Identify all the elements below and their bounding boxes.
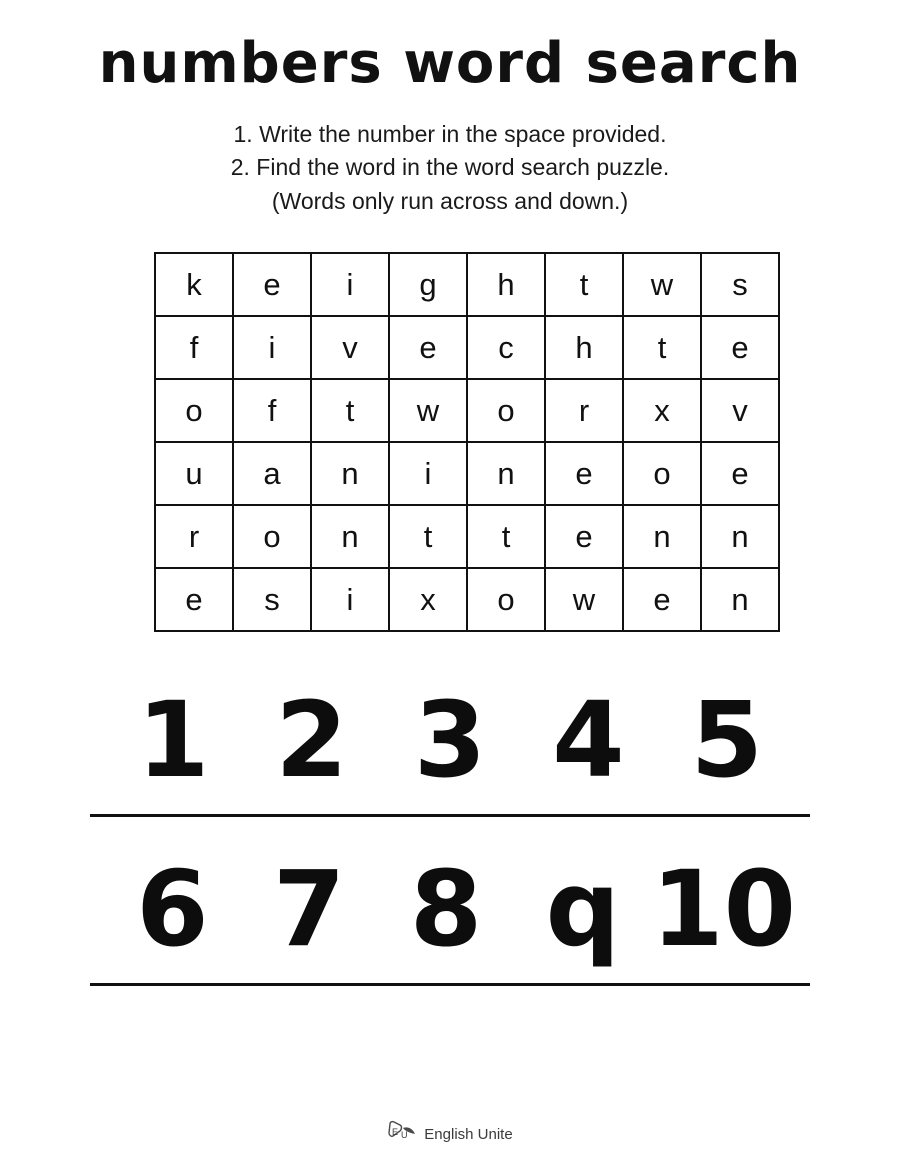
grid-cell[interactable]: e xyxy=(233,253,311,316)
footer-branding xyxy=(0,1120,900,1148)
grid-cell[interactable]: x xyxy=(623,379,701,442)
grid-cell[interactable]: w xyxy=(623,253,701,316)
word-search-grid-container xyxy=(154,252,749,632)
number-label: 5 xyxy=(690,679,764,802)
grid-cell[interactable]: w xyxy=(545,568,623,631)
writing-line[interactable] xyxy=(90,983,810,986)
number-label: 10 xyxy=(651,848,796,971)
instruction-line-3: (Words only run across and down.) xyxy=(271,187,629,214)
svg-text:E: E xyxy=(392,1127,399,1137)
grid-cell[interactable]: o xyxy=(467,379,545,442)
number-label: 8 xyxy=(409,848,483,971)
grid-cell[interactable]: n xyxy=(311,442,389,505)
grid-cell[interactable]: o xyxy=(623,442,701,505)
number-label: 4 xyxy=(552,679,625,802)
grid-cell[interactable]: o xyxy=(155,379,233,442)
grid-cell[interactable]: e xyxy=(545,505,623,568)
grid-cell[interactable]: i xyxy=(311,253,389,316)
number-label: 1 xyxy=(137,679,210,802)
grid-cell[interactable]: x xyxy=(389,568,467,631)
grid-cell[interactable]: i xyxy=(389,442,467,505)
grid-cell[interactable]: v xyxy=(701,379,779,442)
grid-cell[interactable]: n xyxy=(701,568,779,631)
grid-cell[interactable]: w xyxy=(389,379,467,442)
grid-cell[interactable]: e xyxy=(155,568,233,631)
number-row-1 xyxy=(100,679,800,802)
grid-cell[interactable]: c xyxy=(467,316,545,379)
grid-cell[interactable]: t xyxy=(623,316,701,379)
grid-cell[interactable]: s xyxy=(701,253,779,316)
grid-cell[interactable]: n xyxy=(623,505,701,568)
grid-cell[interactable]: v xyxy=(311,316,389,379)
grid-cell[interactable]: u xyxy=(155,442,233,505)
grid-row xyxy=(155,379,779,442)
grid-cell[interactable]: t xyxy=(389,505,467,568)
instruction-line-1: 1. Write the number in the space provided. xyxy=(233,121,667,147)
grid-cell[interactable]: n xyxy=(701,505,779,568)
svg-text:U: U xyxy=(401,1130,408,1140)
grid-cell[interactable]: g xyxy=(389,253,467,316)
grid-cell[interactable]: h xyxy=(545,316,623,379)
number-row-2 xyxy=(100,848,800,971)
instructions-block xyxy=(130,118,770,218)
grid-cell[interactable]: t xyxy=(545,253,623,316)
instruction-line-2: 2. Find the word in the word search puzzle. xyxy=(230,154,670,181)
grid-cell[interactable]: r xyxy=(155,505,233,568)
grid-cell[interactable]: t xyxy=(311,379,389,442)
grid-cell[interactable]: t xyxy=(467,505,545,568)
grid-cell[interactable]: n xyxy=(467,442,545,505)
grid-row xyxy=(155,442,779,505)
grid-cell[interactable]: k xyxy=(155,253,233,316)
grid-cell[interactable]: n xyxy=(311,505,389,568)
brand-name: English Unite xyxy=(424,1125,513,1143)
grid-cell[interactable]: e xyxy=(545,442,623,505)
grid-row xyxy=(155,253,779,316)
grid-cell[interactable]: i xyxy=(233,316,311,379)
grid-cell[interactable]: r xyxy=(545,379,623,442)
grid-cell[interactable]: a xyxy=(233,442,311,505)
number-label: 2 xyxy=(275,679,348,802)
word-search-grid xyxy=(154,252,780,632)
grid-cell[interactable]: o xyxy=(467,568,545,631)
grid-cell[interactable]: f xyxy=(233,379,311,442)
grid-cell[interactable]: s xyxy=(233,568,311,631)
grid-cell[interactable]: e xyxy=(701,316,779,379)
number-label: 3 xyxy=(413,679,487,802)
grid-cell[interactable]: e xyxy=(389,316,467,379)
grid-row xyxy=(155,568,779,631)
answer-section xyxy=(0,679,900,986)
grid-row xyxy=(155,316,779,379)
number-label: q xyxy=(545,848,621,971)
grid-cell[interactable]: o xyxy=(233,505,311,568)
grid-row xyxy=(155,505,779,568)
grid-cell[interactable]: i xyxy=(311,568,389,631)
grid-cell[interactable]: f xyxy=(155,316,233,379)
grid-cell[interactable]: e xyxy=(623,568,701,631)
page-title: numbers word search xyxy=(98,31,802,96)
number-label: 7 xyxy=(273,848,346,971)
english-unite-logo-icon xyxy=(387,1120,417,1148)
grid-cell[interactable]: h xyxy=(467,253,545,316)
grid-cell[interactable]: e xyxy=(701,442,779,505)
number-label: 6 xyxy=(136,848,209,971)
